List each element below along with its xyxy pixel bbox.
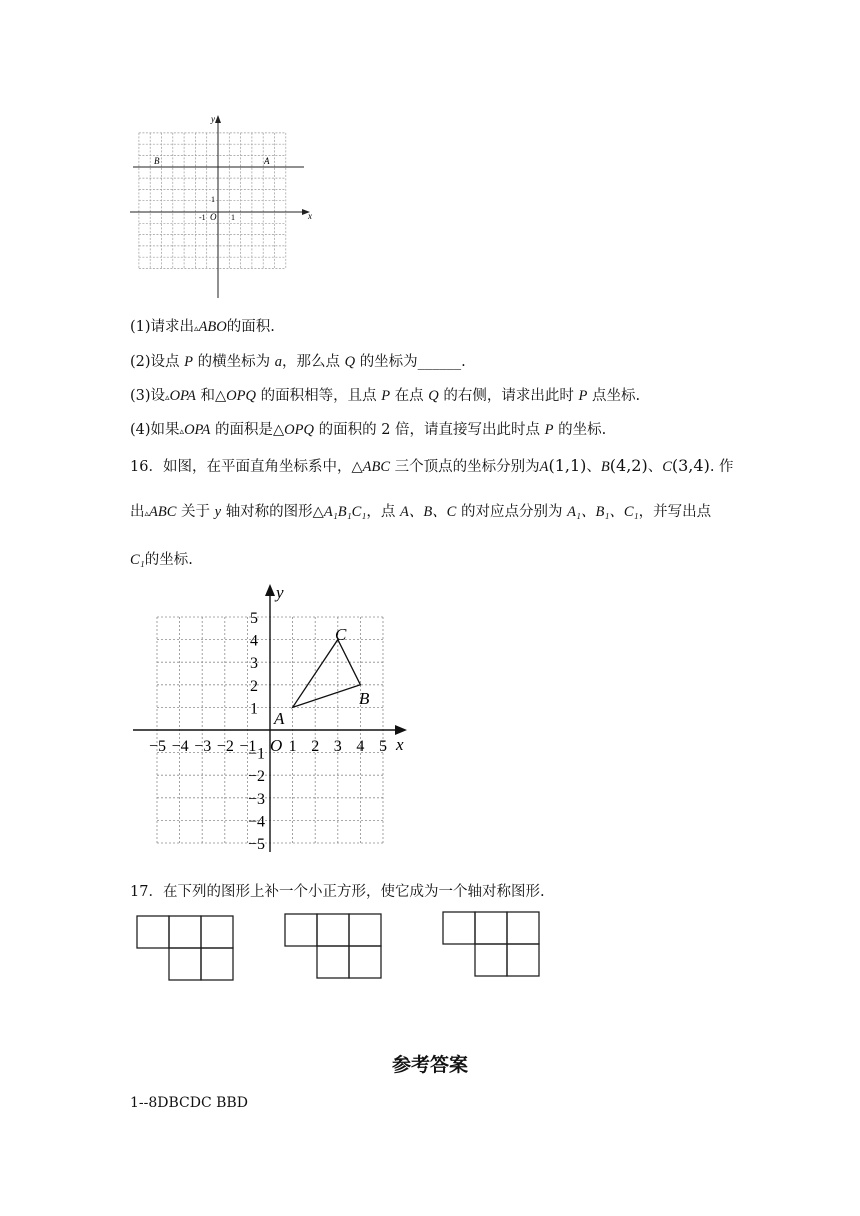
fig2-y-tick-label: 5	[250, 610, 258, 627]
q3-text-c: 的面积相等，且点	[260, 388, 377, 404]
shape-3-square-bottom-mid	[475, 944, 507, 976]
question-16-line-1	[130, 455, 734, 476]
q3-point-p: P	[381, 388, 391, 404]
fig2-label-y: y	[276, 583, 284, 602]
q4-point-p: P	[544, 422, 554, 438]
shape-3	[443, 912, 539, 976]
q16-text-b: 三个顶点的坐标分别为	[394, 459, 540, 475]
shape-3-square-top-left	[443, 912, 475, 944]
fig2-y-tick-label: −3	[248, 790, 266, 808]
q16-sep-2: 、	[647, 459, 663, 475]
fig2-label-C: C	[335, 625, 347, 644]
q1-text-a: (1)请求出	[130, 319, 195, 335]
triangle-abc	[293, 640, 361, 708]
q4-triangle-opq: OPQ	[284, 422, 314, 438]
shape-2-square-top-mid	[317, 914, 349, 946]
answers-title: 参考答案	[391, 1054, 468, 1076]
fig2-x-tick-label: −2	[216, 738, 234, 755]
shape-2-square-top-left	[285, 914, 317, 946]
shape-2	[285, 914, 381, 978]
q16-text-a: 16．如图，在平面直角坐标系中，△	[130, 459, 363, 475]
q3-triangle-opa: OPA	[169, 388, 196, 404]
q2-point-q: Q	[344, 354, 356, 370]
q16-l2-text-e: 的对应点分别为	[460, 504, 563, 520]
fig2-x-tick-label: −1	[239, 738, 257, 755]
small-triangle-icon: ▵	[179, 427, 185, 437]
q16-sep-1: 、	[586, 459, 601, 475]
fig2-label-A: A	[274, 709, 285, 728]
q3-point-q: Q	[428, 388, 439, 404]
fig2-x-tick-label: 1	[288, 738, 297, 755]
q16-point-b: B	[600, 459, 610, 475]
fig2-y-tick-label: −5	[248, 836, 266, 853]
fig2-y-tick-label: −1	[248, 745, 266, 763]
shape-1-square-bottom-right	[201, 948, 233, 980]
fig1-y-arrow	[215, 115, 221, 123]
q2-text-d: 的坐标为______.	[359, 354, 466, 370]
q4-text-d: 的坐标.	[558, 422, 607, 438]
q4-triangle-opa: OPA	[184, 422, 211, 438]
q4-text-c: 的面积的 2 倍，请直接写出此时点	[318, 422, 541, 438]
shape-1-square-top-left	[137, 916, 169, 948]
q16-l3-point-c1: C₁	[130, 552, 145, 568]
q16-l2-text-b: 关于	[181, 504, 211, 520]
question-3	[130, 384, 640, 405]
q2-variable-a: a	[274, 354, 282, 370]
shape-2-square-bottom-mid	[317, 946, 349, 978]
q2-point-p: P	[184, 354, 194, 370]
q16-text-end: . 作	[709, 459, 734, 475]
q16-point-a: A	[539, 459, 549, 475]
q1-triangle-name: ABO	[198, 319, 227, 335]
q16-coord-b: (4,2)	[609, 456, 648, 475]
fig2-x-tick-label: 2	[311, 738, 320, 755]
fig1-label-y: y	[211, 114, 215, 124]
small-triangle-icon: ▵	[165, 393, 170, 403]
fig1-label-A: A	[264, 156, 270, 166]
fig1-label-x: x	[308, 211, 312, 221]
fig1-tick-y1: 1	[211, 195, 215, 204]
q16-l2-triangle-a1b1c1: A₁B₁C₁	[323, 504, 367, 520]
question-16-line-3	[130, 548, 193, 569]
shape-1-square-top-right	[201, 916, 233, 948]
fig2-x-tick-label: 4	[356, 738, 365, 755]
shape-3-square-top-right	[507, 912, 539, 944]
fig2-y-arrow	[265, 584, 275, 596]
q3-point-p2: P	[578, 388, 588, 404]
fig2-x-tick-label: −4	[171, 738, 189, 755]
question-1	[130, 315, 275, 336]
fig1-tick-x1: 1	[231, 213, 235, 222]
q16-l2-triangle-abc: ABC	[149, 504, 177, 520]
q3-triangle-opq: OPQ	[226, 388, 256, 404]
q16-l2-axis-y: y	[214, 504, 222, 520]
fig1-tick-neg1: -1	[199, 213, 206, 222]
shape-2-square-bottom-right	[349, 946, 381, 978]
answers-line-1: 1--8DBCDC BBD	[130, 1095, 248, 1111]
question-17	[130, 880, 545, 901]
shape-3-square-bottom-right	[507, 944, 539, 976]
shape-1	[137, 916, 233, 980]
q4-text-b: 的面积是△	[215, 422, 285, 438]
fig2-y-tick-label: 2	[250, 677, 258, 695]
q16-l2-text-a: 出	[130, 504, 145, 520]
figure-3-square-shapes	[130, 910, 550, 990]
fig2-label-x: x	[396, 735, 404, 754]
q1-text-c: 的面积.	[226, 319, 275, 335]
fig2-x-tick-label: 3	[333, 738, 342, 755]
fig2-label-B: B	[359, 689, 370, 708]
fig2-x-arrow	[395, 725, 407, 735]
q16-coord-c: (3,4)	[671, 456, 710, 475]
shape-2-square-top-right	[349, 914, 381, 946]
fig2-x-tick-label: −5	[149, 738, 167, 755]
fig2-label-origin: O	[270, 736, 283, 755]
fig1-axes	[130, 115, 310, 298]
q2-text-a: (2)设点	[130, 354, 180, 370]
shape-1-square-top-mid	[169, 916, 201, 948]
question-2	[130, 350, 466, 371]
fig2-tick-labels	[149, 610, 387, 853]
small-triangle-icon: ▵	[194, 324, 199, 334]
question-16-line-2	[130, 500, 711, 521]
shape-3-square-top-mid	[475, 912, 507, 944]
figure-2-coordinate-plane	[125, 580, 415, 860]
fig2-y-tick-label: 4	[250, 632, 258, 650]
q16-point-c: C	[662, 459, 672, 475]
fig1-label-O: O	[210, 212, 217, 222]
fig2-x-tick-label: −3	[194, 738, 212, 755]
q3-text-d: 在点	[394, 388, 424, 404]
figure-1-coordinate-grid	[128, 112, 316, 302]
q16-coord-a: (1,1)	[548, 456, 587, 475]
fig2-axes	[133, 584, 407, 852]
small-triangle-icon: ▵	[144, 509, 150, 519]
fig2-y-tick-label: 1	[250, 700, 258, 718]
q3-text-b: 和△	[200, 388, 227, 404]
fig2-x-tick-label: 5	[379, 738, 387, 755]
shape-1-square-bottom-mid	[169, 948, 201, 980]
q16-triangle-abc: ABC	[362, 459, 390, 475]
q17-text: 17．在下列的图形上补一个小正方形，使它成为一个轴对称图形.	[130, 884, 545, 900]
fig2-y-tick-label: 3	[250, 655, 258, 673]
q16-l3-text-a: 的坐标.	[144, 552, 193, 568]
q2-text-b: 的横坐标为	[197, 354, 271, 370]
question-4	[130, 418, 606, 439]
q16-l2-points-1: A₁、B₁、C₁	[567, 504, 639, 520]
q3-text-a: (3)设	[130, 388, 166, 404]
q16-l2-text-c: 轴对称的图形△	[225, 504, 324, 520]
q16-l2-points: A、B、C	[399, 504, 457, 520]
q2-text-c: ，那么点	[281, 354, 340, 370]
q16-l2-text-g: ，并写出点	[638, 504, 712, 520]
q3-text-e: 的右侧，请求出此时	[443, 388, 574, 404]
q3-text-f: 点坐标.	[591, 388, 641, 404]
fig2-y-tick-label: −4	[248, 813, 266, 831]
q4-text-a: (4)如果	[130, 422, 180, 438]
q16-l2-text-d: ，点	[366, 504, 396, 520]
fig1-label-B: B	[154, 156, 160, 166]
fig2-y-tick-label: −2	[248, 768, 266, 786]
